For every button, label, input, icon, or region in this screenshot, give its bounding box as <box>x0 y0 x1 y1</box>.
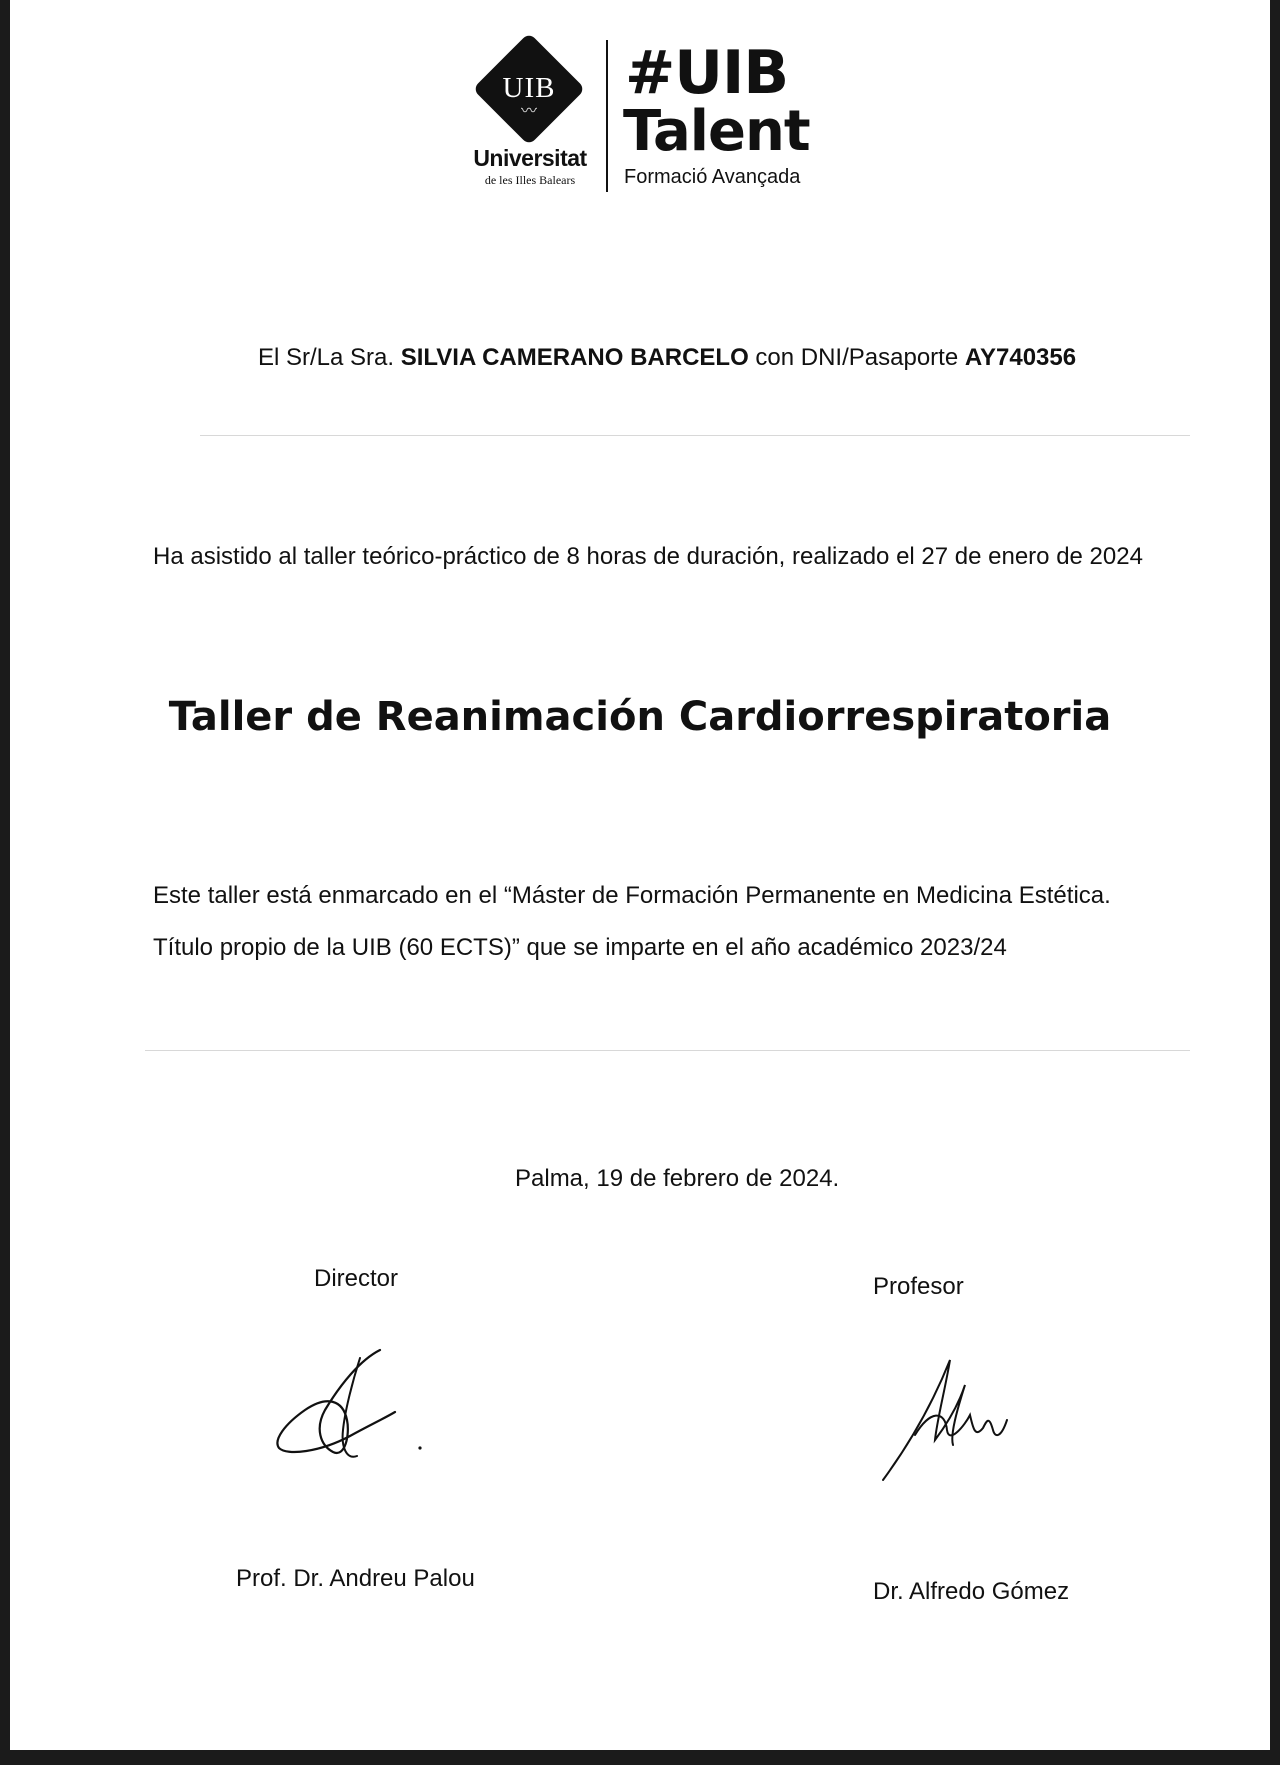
uib-emblem-mark-icon: 〰 <box>520 103 537 120</box>
framework-line-1: Este taller está enmarcado en el “Máster de Formación Permanente en Medicina Estética. <box>153 882 1111 909</box>
professor-role: Profesor <box>873 1273 964 1300</box>
professor-signature <box>875 1350 1025 1490</box>
certificate-page <box>10 0 1270 1750</box>
place-date: Palma, 19 de febrero de 2024. <box>515 1165 840 1192</box>
framework-line-2: Título propio de la UIB (60 ECTS)” que se imparte en el año académico 2023/24 <box>153 934 1007 961</box>
course-title: Taller de Reanimación Cardiorrespiratoria <box>168 694 1112 740</box>
recipient-name: SILVIA CAMERANO BARCELO <box>400 344 749 371</box>
logo-talent: Talent <box>623 99 810 164</box>
uib-emblem-text: UIB <box>502 72 556 104</box>
divider-rule <box>200 435 1190 436</box>
director-signature <box>265 1340 435 1480</box>
logo-divider <box>606 40 608 192</box>
recipient-line <box>258 343 1076 373</box>
university-name: Universitat <box>473 145 587 171</box>
director-name: Prof. Dr. Andreu Palou <box>236 1565 475 1592</box>
logo-subtitle: Formació Avançada <box>624 166 801 188</box>
director-role: Director <box>314 1265 399 1292</box>
attendance-text: Ha asistido al taller teórico-práctico de 8 horas de duración, realizado el 27 de enero de 2024 <box>153 543 1143 570</box>
recipient-id-label: con DNI/Pasaporte <box>755 344 959 371</box>
divider-rule <box>145 1050 1190 1051</box>
recipient-id-number: AY740356 <box>964 344 1077 371</box>
university-subname: de les Illes Balears <box>484 173 576 187</box>
recipient-prefix: El Sr/La Sra. <box>258 344 395 371</box>
logo-hashtag: #UIB <box>625 38 789 108</box>
professor-name: Dr. Alfredo Gómez <box>873 1578 1070 1605</box>
